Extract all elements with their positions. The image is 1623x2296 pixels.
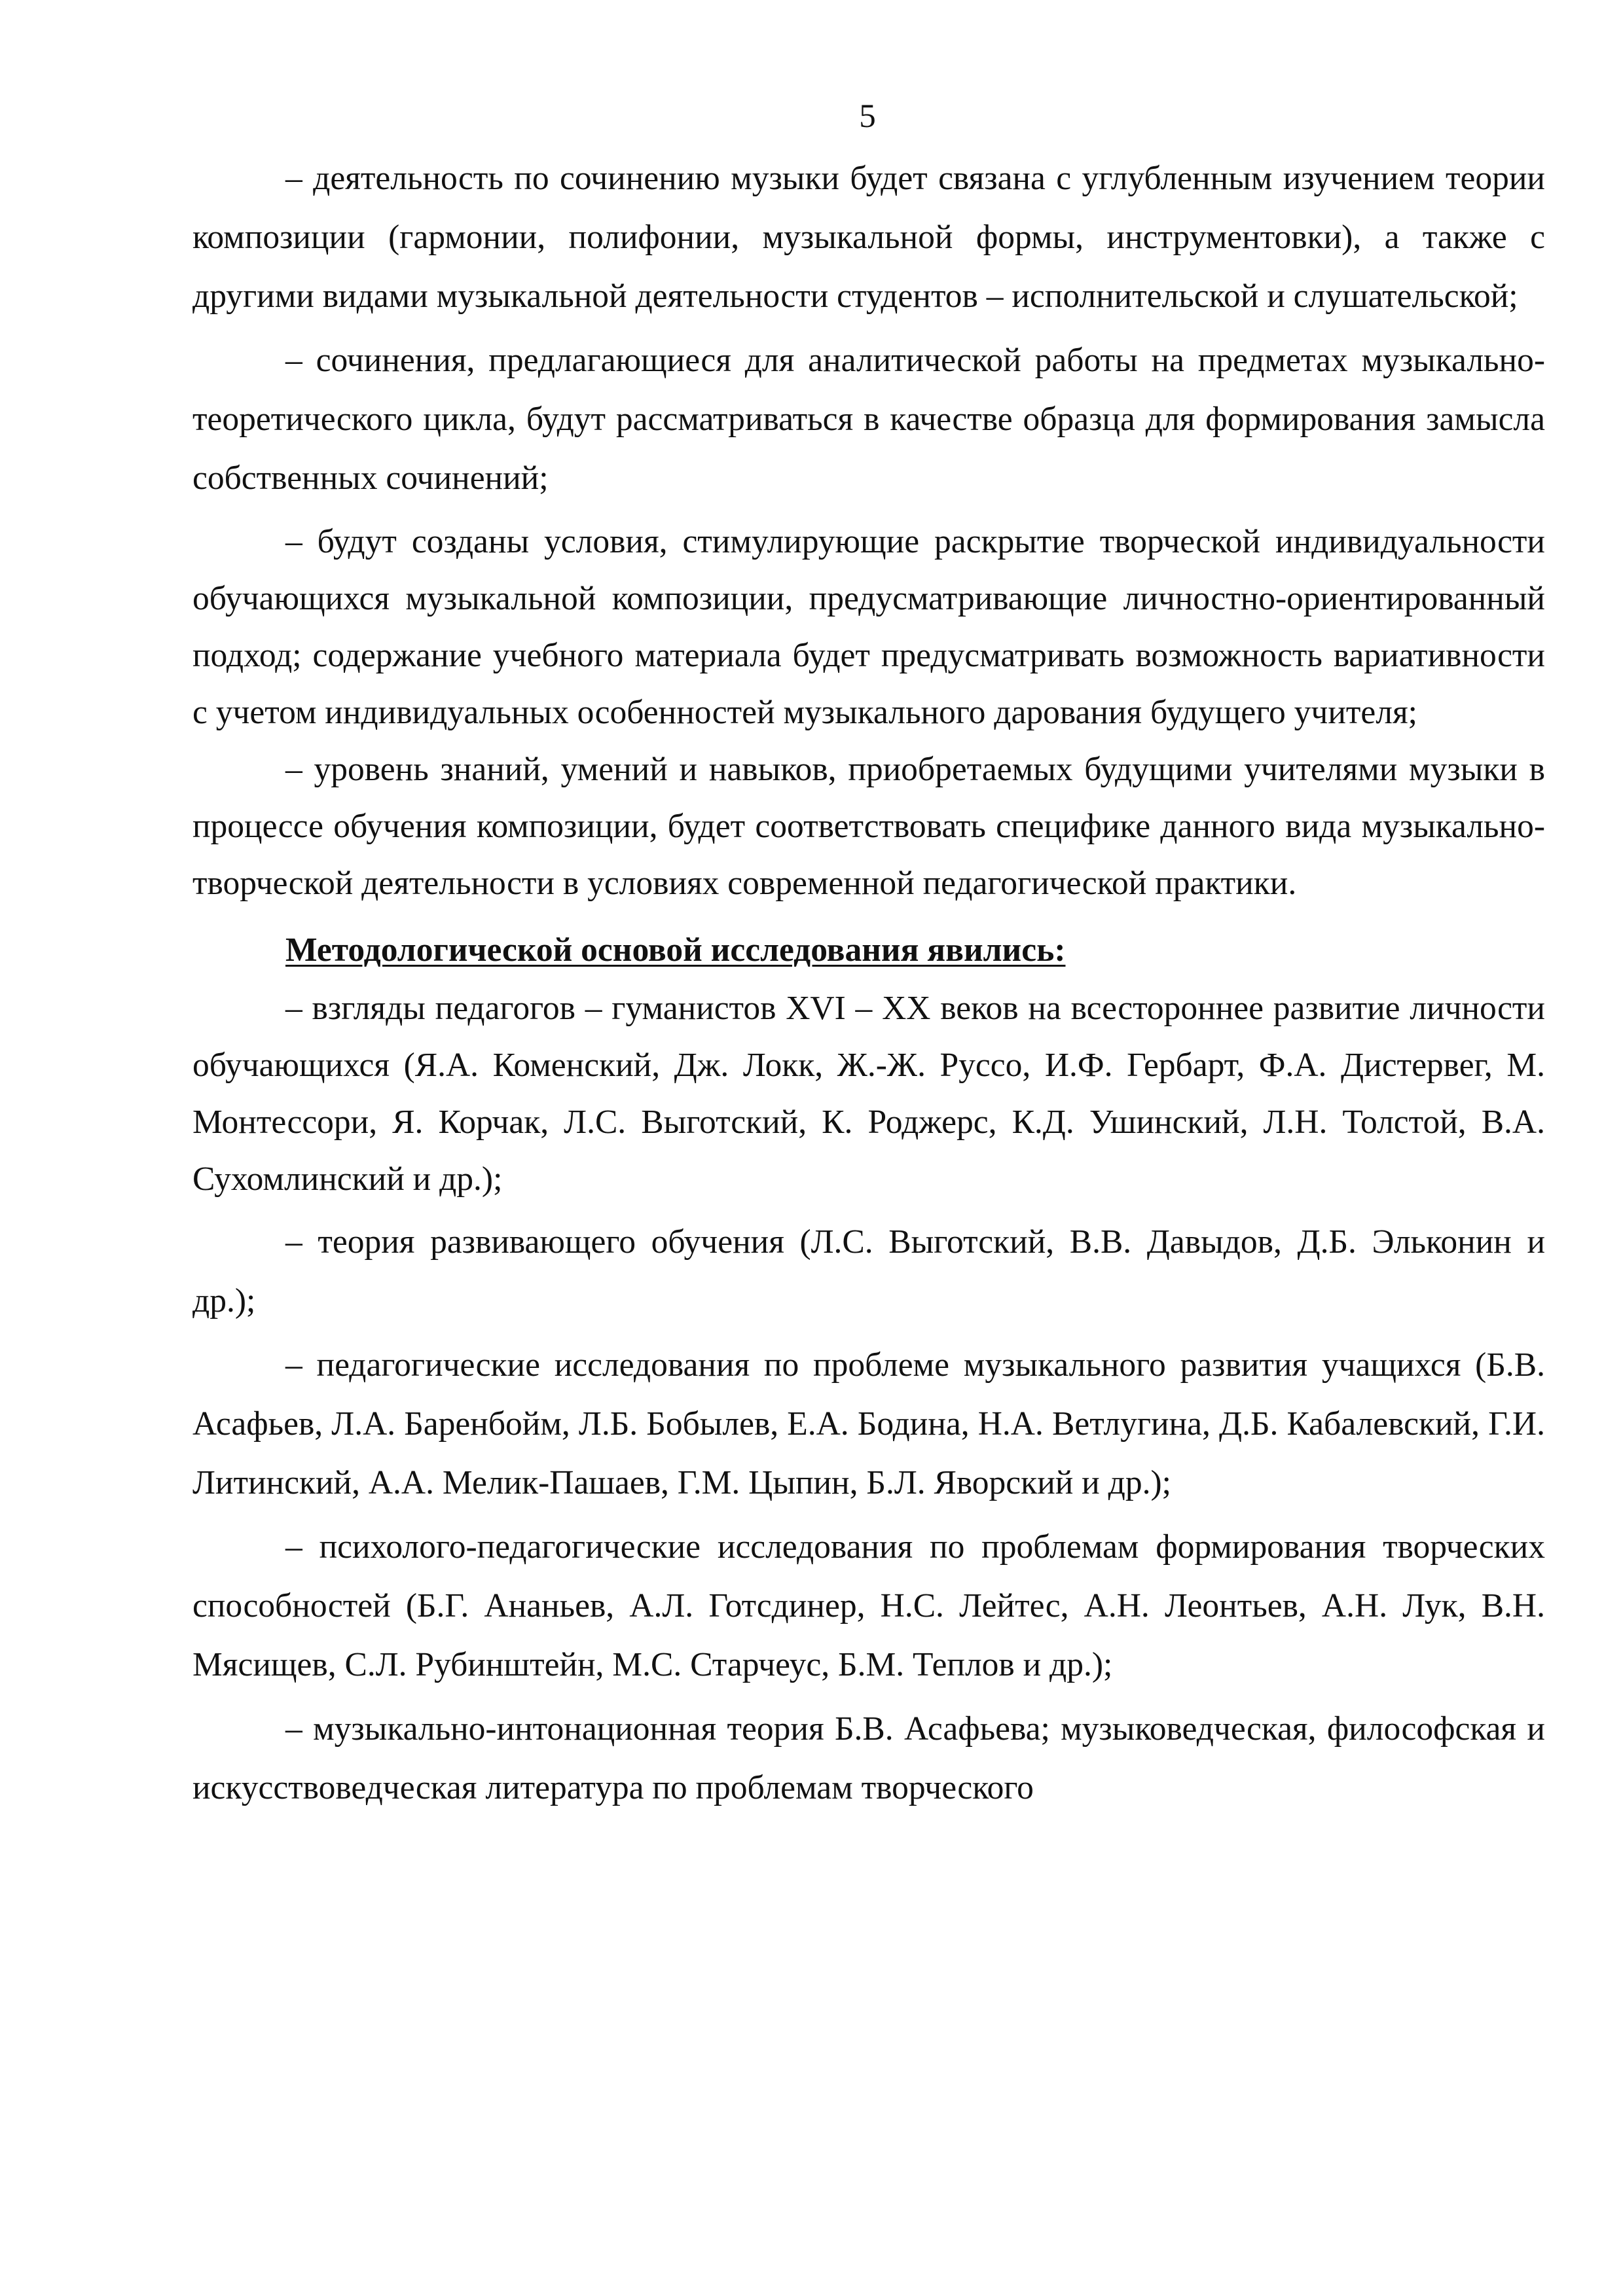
methodology-item-developmental-learning: – теория развивающего обучения (Л.С. Выготский, В.В. Давыдов, Д.Б. Эльконин и др.);: [192, 1223, 1545, 1319]
paragraph-analytical-works: – сочинения, предлагающиеся для аналитической работы на предметах музыкально-теоретического цикла, будут рассматриваться в качестве образца для формирования замысла собственных сочинений;: [192, 342, 1545, 497]
paragraph-creative-conditions: – будут созданы условия, стимулирующие раскрытие творческой индивидуальности обучающихся музыкальной композиции, предусматривающие личностно-ориентированный подход; содержание учебного материала будет предусматривать возможность вариативности с учетом индивидуальных особенностей музыкального дарования будущего учителя;: [192, 523, 1545, 731]
section-heading: [192, 921, 1545, 980]
page-number: 5: [859, 98, 876, 135]
methodology-item-intonation-theory: – музыкально-интонационная теория Б.В. Асафьева; музыковедческая, философская и искусствоведческая литература по проблемам творческого: [192, 1710, 1545, 1806]
paragraph-knowledge-level: – уровень знаний, умений и навыков, приобретаемых будущими учителями музыки в процессе обучения композиции, будет соответствовать специфике данного вида музыкально-творческой деятельности в условиях современной педагогической практики.: [192, 751, 1545, 902]
document-body: [192, 149, 1545, 1818]
methodology-item-humanists: – взгляды педагогов – гуманистов XVI – XX веков на всестороннее развитие личности обучающихся (Я.А. Коменский, Дж. Локк, Ж.-Ж. Руссо, И.Ф. Гербарт, Ф.А. Дистервег, М. Монтессори, Я. Корчак, Л.С. Выготский, К. Роджерс, К.Д. Ушинский, Л.Н. Толстой, В.А. Сухомлинский и др.);: [192, 990, 1545, 1198]
section-heading-text: Методологической основой исследования явились:: [285, 931, 1066, 969]
methodology-item-creative-abilities: – психолого-педагогические исследования по проблемам формирования творческих способностей (Б.Г. Ананьев, А.Л. Готсдинер, Н.С. Лейтес, А.Н. Леонтьев, А.Н. Лук, В.Н. Мясищев, С.Л. Рубинштейн, М.С. Старчеус, Б.М. Теплов и др.);: [192, 1528, 1545, 1683]
paragraph-composition-theory: – деятельность по сочинению музыки будет связана с углубленным изучением теории композиции (гармонии, полифонии, музыкальной формы, инструментовки), а также с другими видами музыкальной деятельности студентов – исполнительской и слушательской;: [192, 160, 1545, 315]
methodology-item-musical-development: – педагогические исследования по проблеме музыкального развития учащихся (Б.В. Асафьев, Л.А. Баренбойм, Л.Б. Бобылев, Е.А. Бодина, Н.А. Ветлугина, Д.Б. Кабалевский, Г.И. Литинский, А.А. Мелик-Пашаев, Г.М. Цыпин, Б.Л. Яворский и др.);: [192, 1346, 1545, 1501]
